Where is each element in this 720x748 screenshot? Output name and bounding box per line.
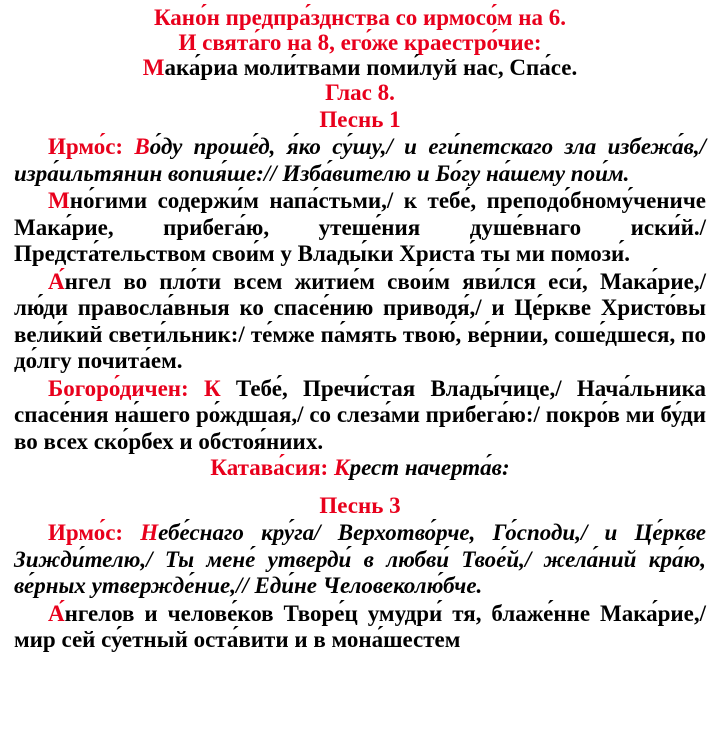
acrostic-initial: М [142, 55, 165, 80]
song-3-troparion-1 [14, 601, 706, 654]
song-1-irmos [14, 134, 706, 187]
irmos-label: Ирмо́с: [48, 134, 135, 159]
troparion-text: нгелов и челове́ков Творе́ц умудри́ тя, блаже́нне Мака́рие,/ мир сей су́етный оста́вити и в мона́шестем [14, 600, 706, 652]
troparion-text: но́гими содержи́м напа́стьми,/ к тебе́, преподо́бному́чениче Мака́рие, прибега́ю, утеше́ния душе́внаго иски́й./ Предста́тельством свои́м у Влады́ки Христа́ ты ми помози́. [14, 188, 706, 266]
acrostic-text: ака́риа моли́твами поми́луй нас, Спа́се. [164, 55, 578, 80]
troparion-initial: А́ [48, 600, 65, 626]
irmos-initial: В [134, 134, 150, 159]
tone-heading: Глас 8. [325, 80, 395, 105]
song-3-irmos [14, 520, 706, 600]
irmos-text: о́ду проше́д, я́ко су́шу,/ и еги́петскаго зла избежа́в,/ изра́ильтянин вопия́ше:// Изба́вителю и Бо́гу на́шему пои́м. [14, 134, 706, 186]
acrostic-intro: И свята́го на 8, его́же краестро́чие: [178, 30, 542, 55]
song-3-title: Песнь 3 [319, 493, 401, 518]
troparion-initial: А́ [48, 268, 65, 294]
irmos-text: ебе́снаго кру́га/ Верхотво́рче, Го́споди,/ и Це́ркве Зижди́телю,/ Ты мене́ утверди́ в любви́ Твое́й,/ жела́ний кра́ю, ве́рных утвержде́ние,// Еди́не Человеколю́бче. [14, 520, 706, 598]
song-1-theotokion [14, 376, 706, 456]
irmos-initial: Н [140, 520, 159, 545]
katavasia-initial: К [333, 455, 350, 480]
katavasia-label: Катава́сия: [210, 455, 334, 480]
katavasia-text: рест начерта́в: [349, 455, 510, 480]
troparion-initial: М [48, 188, 70, 213]
song-1-katavasia [14, 455, 706, 481]
acrostic [14, 55, 706, 80]
troparion-text: нгел во пло́ти всем житие́м свои́м яви́лся еси́, Мака́рие,/ лю́ди правосла́вныя ко спасе́нию приводя́,/ и Це́ркве Христо́вы вели́кий свети́льник:/ те́мже па́мять твою́, ве́рнии, соше́дшеся, по до́лгу почита́ем. [14, 268, 706, 373]
song-1-troparion-2 [14, 269, 706, 375]
theotokion-label: Богоро́дичен: [48, 375, 204, 401]
theotokion-initial: К [203, 375, 221, 401]
song-1-troparion-1 [14, 188, 706, 268]
song-1-title: Песнь 1 [319, 107, 401, 132]
canon-page [14, 0, 706, 654]
theotokion-text: Тебе́, Пречи́стая Влады́чице,/ Нача́льника спасе́ния на́шего ро́ждшая,/ со слеза́ми прибега́ю:/ покро́в ми бу́ди во всех ско́рбех и обстоя́ниих. [14, 375, 706, 454]
canon-title: Кано́н предпра́зднства со ирмосо́м на 6. [153, 5, 567, 30]
irmos-label: Ирмо́с: [48, 520, 141, 545]
